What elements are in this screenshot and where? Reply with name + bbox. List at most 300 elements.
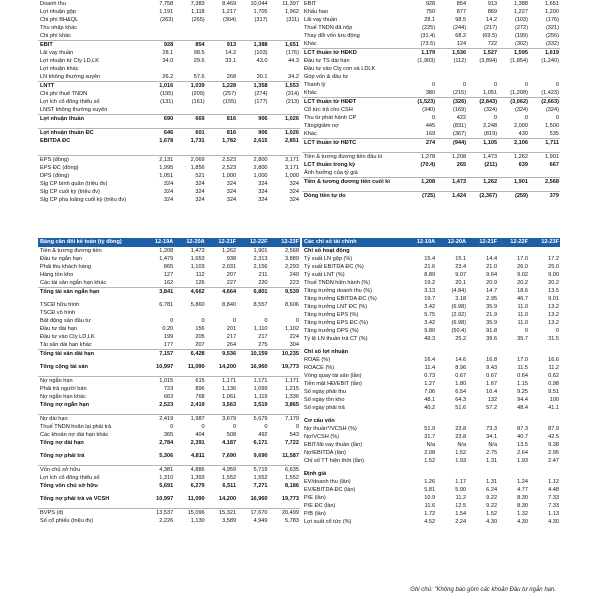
table-row xyxy=(38,263,300,271)
row-label: Lãi vay thuần xyxy=(304,17,338,23)
row-value: 445 xyxy=(425,123,436,129)
row-label: Số ngày tồn kho xyxy=(304,397,345,403)
row-value: 2.64 xyxy=(517,450,529,456)
row-value: 94.4 xyxy=(517,397,529,403)
row-label: LNTT xyxy=(38,82,143,91)
row-value: 73.3 xyxy=(486,426,498,432)
row-value: 8.96 xyxy=(455,365,467,371)
row-label: Lãi vay thuần xyxy=(40,50,74,56)
row-value: 2,000 xyxy=(514,123,529,129)
row-value: 854 xyxy=(174,41,205,50)
table-row xyxy=(302,122,560,130)
row-value xyxy=(529,348,560,356)
row-label: Vòng quay tài sản (lần) xyxy=(304,373,362,379)
row-value: 0 xyxy=(432,115,436,121)
table-row xyxy=(38,309,300,317)
row-label: Tỷ suất LNT (%) xyxy=(304,272,345,278)
row-label: Chi phí BH&QL xyxy=(40,17,79,23)
row-value: 19,773 xyxy=(281,364,299,370)
table-row xyxy=(38,90,300,98)
row-value: 9.38 xyxy=(548,442,559,448)
row-value: (176) xyxy=(285,50,299,56)
row-value: 1,473 xyxy=(467,153,498,162)
table-row xyxy=(38,172,300,180)
row-value: (2.92) xyxy=(451,312,467,318)
table-row xyxy=(302,486,560,494)
row-label: Tổng cộng tài sản xyxy=(40,364,88,370)
row-value: (274) xyxy=(254,91,268,97)
row-value: 324 xyxy=(289,189,299,195)
row-value: (1,854) xyxy=(510,58,529,64)
row-value: 112 xyxy=(195,272,205,278)
row-value: 1,200 xyxy=(545,9,559,15)
row-value: 1.52 xyxy=(455,450,467,456)
row-value: (304) xyxy=(223,17,237,23)
row-label: TSCĐ hữu hình xyxy=(40,302,80,308)
row-label: Tài sản dài hạn khác xyxy=(40,342,92,348)
row-value: 3,171 xyxy=(269,156,300,165)
row-label: Số cổ phiếu (triệu đv) xyxy=(40,518,94,524)
table-row xyxy=(38,466,300,475)
row-value: 1,901 xyxy=(253,248,268,254)
row-label: Khấu hao xyxy=(304,9,328,15)
row-value: (324) xyxy=(484,107,498,113)
row-value: 3,679 xyxy=(206,415,237,424)
row-value: (324) xyxy=(514,107,529,113)
row-value: 1,061 xyxy=(222,394,237,400)
row-value: 0.73 xyxy=(424,373,436,379)
row-value xyxy=(237,106,268,115)
row-value: 1,527 xyxy=(467,49,498,58)
row-label: Tỷ suất EBITDA ĐC (%) xyxy=(304,264,364,270)
row-label: LNST không thường xuyên xyxy=(40,107,108,113)
row-value xyxy=(498,348,529,356)
row-value: 46.7 xyxy=(517,296,529,302)
row-value: (177) xyxy=(254,99,268,105)
row-value: 57.6 xyxy=(193,74,205,80)
row-value: 30.1 xyxy=(256,74,268,80)
row-value: 64.3 xyxy=(455,397,467,403)
row-label: Nợ thuần*/VCSH (%) xyxy=(304,426,357,432)
row-value: 2,156 xyxy=(253,264,268,270)
row-value: 0.67 xyxy=(486,373,498,379)
row-value: 8.89 xyxy=(424,272,436,278)
row-value: 8.30 xyxy=(517,503,529,509)
row-label: Tăng trưởng EPS (%) xyxy=(304,312,359,318)
row-label: Thanh lý xyxy=(304,82,326,88)
row-value: 1,039 xyxy=(174,82,205,91)
row-label: Doanh thu xyxy=(40,1,66,7)
row-value: (199) xyxy=(514,33,529,39)
row-label: Lợi nhuận gộp xyxy=(40,9,77,15)
row-value: 1,130 xyxy=(190,518,205,524)
row-label: Đầu tư vào Cty con và LDLK xyxy=(304,66,376,72)
table-row xyxy=(302,57,560,65)
row-value: 0.64 xyxy=(517,373,529,379)
row-label: Lợi nhuận khác xyxy=(40,66,79,72)
row-value: 274 xyxy=(405,139,436,148)
row-value: 15.4 xyxy=(424,256,436,262)
row-value: 8,557 xyxy=(253,302,268,308)
row-value: (215) xyxy=(453,90,467,96)
table-row xyxy=(302,348,560,356)
table-row xyxy=(38,164,300,172)
balance-sheet-panel xyxy=(38,238,300,525)
row-value: 23.8 xyxy=(455,434,467,440)
table-row xyxy=(38,495,300,503)
table-row xyxy=(38,49,300,57)
row-value: 324 xyxy=(226,189,237,195)
row-value: 0 xyxy=(295,424,299,430)
row-label: ROAE (%) xyxy=(304,357,331,363)
row-value: 6.54 xyxy=(455,389,467,395)
balance-sheet-table xyxy=(38,238,300,525)
table-row xyxy=(302,263,560,271)
row-value: 1,016 xyxy=(143,82,174,91)
row-value xyxy=(498,417,529,425)
row-value: 1,619 xyxy=(529,49,560,58)
table-row xyxy=(38,393,300,401)
table-row xyxy=(302,388,560,396)
table-row xyxy=(302,247,560,255)
table-row xyxy=(38,301,300,309)
row-value: 0 xyxy=(555,82,559,88)
row-value xyxy=(143,24,174,32)
table-row xyxy=(38,255,300,263)
table-row xyxy=(302,502,560,510)
row-value: 913 xyxy=(206,41,237,50)
row-value: 87.3 xyxy=(517,426,529,432)
row-value: (257) xyxy=(223,91,237,97)
table-row xyxy=(302,153,560,162)
row-value xyxy=(405,417,436,425)
table-row xyxy=(302,178,560,187)
row-value: 11.0 xyxy=(517,320,529,326)
row-value xyxy=(174,32,205,41)
row-value: 1,595 xyxy=(498,49,529,58)
row-value xyxy=(467,470,498,478)
row-value: 5,719 xyxy=(237,466,268,475)
row-label: Tiền & tương đương tiền cuối kì xyxy=(302,178,405,187)
row-value: 7,690 xyxy=(222,453,237,459)
table-row xyxy=(38,180,300,188)
table-header xyxy=(302,238,560,247)
row-value: 268 xyxy=(226,74,237,80)
row-value: 4,381 xyxy=(143,466,174,475)
row-value: (831) xyxy=(453,123,467,129)
row-value: 1,336 xyxy=(285,394,299,400)
row-value: 4.30 xyxy=(486,519,498,525)
row-value xyxy=(269,106,300,115)
table-row xyxy=(302,98,560,107)
row-value: 3,841 xyxy=(143,288,174,297)
row-value: 5,783 xyxy=(285,518,299,524)
row-value: 2,800 xyxy=(237,156,268,165)
table-row xyxy=(38,325,300,333)
row-value: 264 xyxy=(226,342,237,348)
row-value: 2,800 xyxy=(253,165,268,171)
row-value: 17.2 xyxy=(548,256,559,262)
row-value: 11,587 xyxy=(282,453,299,459)
row-value xyxy=(529,470,560,478)
row-label: Chỉ số hoạt động xyxy=(304,248,350,254)
row-value xyxy=(237,65,268,73)
table-row xyxy=(38,385,300,393)
row-value: 816 xyxy=(206,115,237,124)
row-label: Thu từ phát hành CP xyxy=(304,115,357,121)
row-value: 48.4 xyxy=(517,405,529,411)
row-value: (259) xyxy=(498,192,529,201)
row-value: 324 xyxy=(289,197,299,203)
row-value: 0.20 xyxy=(162,326,174,332)
table-row xyxy=(302,192,560,201)
row-value: 26.0 xyxy=(517,264,529,270)
row-value: (314) xyxy=(285,91,299,97)
row-value: 1.24 xyxy=(517,479,529,485)
row-value: 156 xyxy=(195,326,205,332)
row-label: Góp vốn & đầu tư xyxy=(304,74,349,80)
row-value: 1,262 xyxy=(222,248,237,254)
row-value: 16,960 xyxy=(250,364,268,370)
table-row xyxy=(38,431,300,439)
row-value: 4.77 xyxy=(517,487,529,493)
row-value: 2.24 xyxy=(455,519,467,525)
row-value: 12.5 xyxy=(455,503,467,509)
row-value: 422 xyxy=(456,115,467,121)
row-label: Nợ/VCSH (%) xyxy=(304,434,340,440)
table-row xyxy=(38,288,300,297)
row-value: 10.9 xyxy=(424,495,436,501)
row-label: Lợi nhuận thuần xyxy=(38,115,143,124)
row-value: 1,705 xyxy=(253,9,268,15)
row-label: Lợi suất cổ tức (%) xyxy=(304,519,352,525)
row-label: Tỷ suất LN gộp (%) xyxy=(304,256,353,262)
row-value: 1,102 xyxy=(285,326,299,332)
table-row xyxy=(302,130,560,139)
row-value: 2,031 xyxy=(222,264,237,270)
row-value: 3.18 xyxy=(455,296,467,302)
row-label: Lợi nhuận từ Cty LD,LK xyxy=(40,58,100,64)
row-value: 9.80 xyxy=(424,328,436,334)
row-value: 324 xyxy=(195,197,205,203)
row-value: 4,662 xyxy=(174,288,205,297)
row-value: 2,523 xyxy=(206,156,237,165)
row-value: 324 xyxy=(289,181,299,187)
row-value: 1.93 xyxy=(455,458,467,464)
row-value: 8,469 xyxy=(222,1,237,7)
row-value: 1.26 xyxy=(424,479,436,485)
row-value: 23.4 xyxy=(455,264,467,270)
row-value: 10.4 xyxy=(486,389,498,395)
period-header: 12-22F xyxy=(237,238,268,247)
row-value: 1,473 xyxy=(436,178,467,187)
row-value: (6.98) xyxy=(451,304,467,310)
row-value: 10,997 xyxy=(156,496,174,502)
row-value xyxy=(529,73,560,81)
row-value: 492 xyxy=(258,432,268,438)
row-value: (263) xyxy=(160,17,174,23)
row-value: 1,051 xyxy=(483,90,498,96)
row-value: 13,537 xyxy=(143,509,174,518)
row-value: 0 xyxy=(295,318,299,324)
row-value: 521 xyxy=(195,173,205,179)
row-value: 87.9 xyxy=(548,426,559,432)
table-row xyxy=(38,41,300,50)
row-value: (131) xyxy=(160,99,174,105)
row-value: 4.30 xyxy=(517,519,529,525)
row-label: Lợi ích cổ đông thiểu số xyxy=(40,99,100,105)
row-value: 2,523 xyxy=(222,165,237,171)
row-value: 11.6 xyxy=(424,503,436,509)
row-value: (211) xyxy=(484,162,498,168)
row-value: 1,217 xyxy=(222,9,237,15)
row-label: Tăng trưởng LNT ĐC (%) xyxy=(304,304,368,310)
row-value: 11.0 xyxy=(517,312,529,318)
row-value: 1,000 xyxy=(222,173,237,179)
row-value xyxy=(529,247,560,255)
footnote: Ghi chú: "Không bao gồm các khoản Đầu tư ngắn hạn. xyxy=(410,587,556,593)
table-row xyxy=(38,82,300,91)
row-label: Số ngày phải thu xyxy=(304,389,346,395)
row-value: 2,419 xyxy=(190,402,205,408)
table-row xyxy=(302,73,560,81)
table-row xyxy=(38,32,300,41)
row-value: (217) xyxy=(484,25,498,31)
period-header: 12-23F xyxy=(269,238,300,247)
row-label: Tỷ lệ LN thuần trả CT (%) xyxy=(304,336,368,342)
row-value: 1,310 xyxy=(159,475,174,481)
row-label: TSCĐ vô hình xyxy=(40,310,76,316)
row-value: 2,293 xyxy=(285,264,299,270)
row-value: 13.2 xyxy=(548,312,559,318)
row-value: 14.4 xyxy=(486,256,498,262)
row-value: 1.31 xyxy=(486,479,498,485)
table-row xyxy=(38,247,300,255)
row-label: Tiền & tương đương tiền đầu kì xyxy=(302,153,405,162)
row-value xyxy=(467,73,498,81)
row-value: 25.2 xyxy=(455,336,467,342)
table-row xyxy=(38,350,300,359)
table-row xyxy=(38,8,300,16)
row-label: Lợi nhuận thuần ĐC xyxy=(38,129,143,138)
table-row xyxy=(38,156,300,165)
table-row xyxy=(38,509,300,518)
row-value: 28.1 xyxy=(424,17,436,23)
row-value: 6,801 xyxy=(237,288,268,297)
table-row xyxy=(38,65,300,73)
row-value: 5.75 xyxy=(424,312,436,318)
row-value: 43.0 xyxy=(256,58,268,64)
table-row xyxy=(38,415,300,424)
table-row xyxy=(302,114,560,122)
row-value: 126 xyxy=(195,280,205,286)
row-value: 324 xyxy=(195,189,205,195)
row-value: N/a xyxy=(426,442,436,448)
row-value: 25.0 xyxy=(548,264,559,270)
row-label: EBIT/lãi vay thuần (lần) xyxy=(304,442,363,448)
row-value: 9.51 xyxy=(548,389,559,395)
row-label: LCT thuần từ HĐĐT xyxy=(302,98,405,107)
row-label: P/E ĐC (lần) xyxy=(304,503,336,509)
row-value: 2,568 xyxy=(529,178,560,187)
row-value: 2,226 xyxy=(159,518,174,524)
row-value: 7,179 xyxy=(269,415,300,424)
table-row xyxy=(38,423,300,431)
row-value: 17,670 xyxy=(237,509,268,518)
table-row xyxy=(302,364,560,372)
row-value: 11.2 xyxy=(548,365,559,371)
row-value xyxy=(269,24,300,32)
row-value: 535 xyxy=(549,131,559,137)
row-value: 217 xyxy=(226,334,237,340)
row-value: 9,536 xyxy=(206,350,237,359)
row-value: 35.9 xyxy=(486,304,498,310)
table-row xyxy=(302,433,560,441)
row-value: 639 xyxy=(518,162,529,168)
row-value: (819) xyxy=(484,131,498,137)
row-value: 39.6 xyxy=(486,336,498,342)
row-label: EPS (đồng) xyxy=(38,156,143,165)
row-value: 9.01 xyxy=(548,296,559,302)
row-value: 1,856 xyxy=(190,165,205,171)
row-value xyxy=(206,24,237,32)
row-value: 35.7 xyxy=(517,336,529,342)
row-value: 68.2 xyxy=(455,33,467,39)
row-value: 0 xyxy=(264,424,268,430)
row-value: 324 xyxy=(195,181,205,187)
row-value xyxy=(174,106,205,115)
row-value: 11.4 xyxy=(424,365,436,371)
row-value: 5,679 xyxy=(237,415,268,424)
row-value: 0 xyxy=(555,115,559,121)
row-value: 324 xyxy=(258,197,268,203)
row-value xyxy=(405,73,436,81)
row-value: 51.6 xyxy=(455,405,467,411)
row-value: 211 xyxy=(258,272,268,278)
row-value: 0 xyxy=(524,82,529,88)
table-row xyxy=(302,16,560,24)
row-value: 1,651 xyxy=(269,41,300,50)
row-value: (4.84) xyxy=(451,288,467,294)
row-value: (195) xyxy=(160,91,174,97)
row-value xyxy=(405,470,436,478)
row-label: Chỉ số lợi nhuận xyxy=(304,349,349,355)
row-value: 18.6 xyxy=(517,288,529,294)
row-value: 14.2 xyxy=(486,17,498,23)
row-value: 1,901 xyxy=(529,153,560,162)
row-value: 2,784 xyxy=(159,440,174,446)
row-label: Phải trả người bán xyxy=(40,386,87,392)
table-row xyxy=(302,449,560,457)
row-value: 3,563 xyxy=(222,402,237,408)
row-value: 0.67 xyxy=(455,373,467,379)
table-row xyxy=(38,98,300,106)
row-value: (73.5) xyxy=(420,41,436,47)
row-value: N/a xyxy=(488,442,498,448)
row-value: 13.5 xyxy=(517,442,529,448)
row-value xyxy=(237,32,268,41)
table-row xyxy=(38,73,300,82)
table-row xyxy=(38,474,300,482)
row-value: 42.5 xyxy=(548,434,559,440)
row-value: 1,388 xyxy=(514,1,529,7)
row-value: 865 xyxy=(163,264,174,270)
row-value: 1,536 xyxy=(436,49,467,58)
table-row xyxy=(302,396,560,404)
row-value: 9.02 xyxy=(517,272,529,278)
row-label: LCT thuần từ HĐKD xyxy=(302,49,405,58)
row-value: N/a xyxy=(457,442,467,448)
